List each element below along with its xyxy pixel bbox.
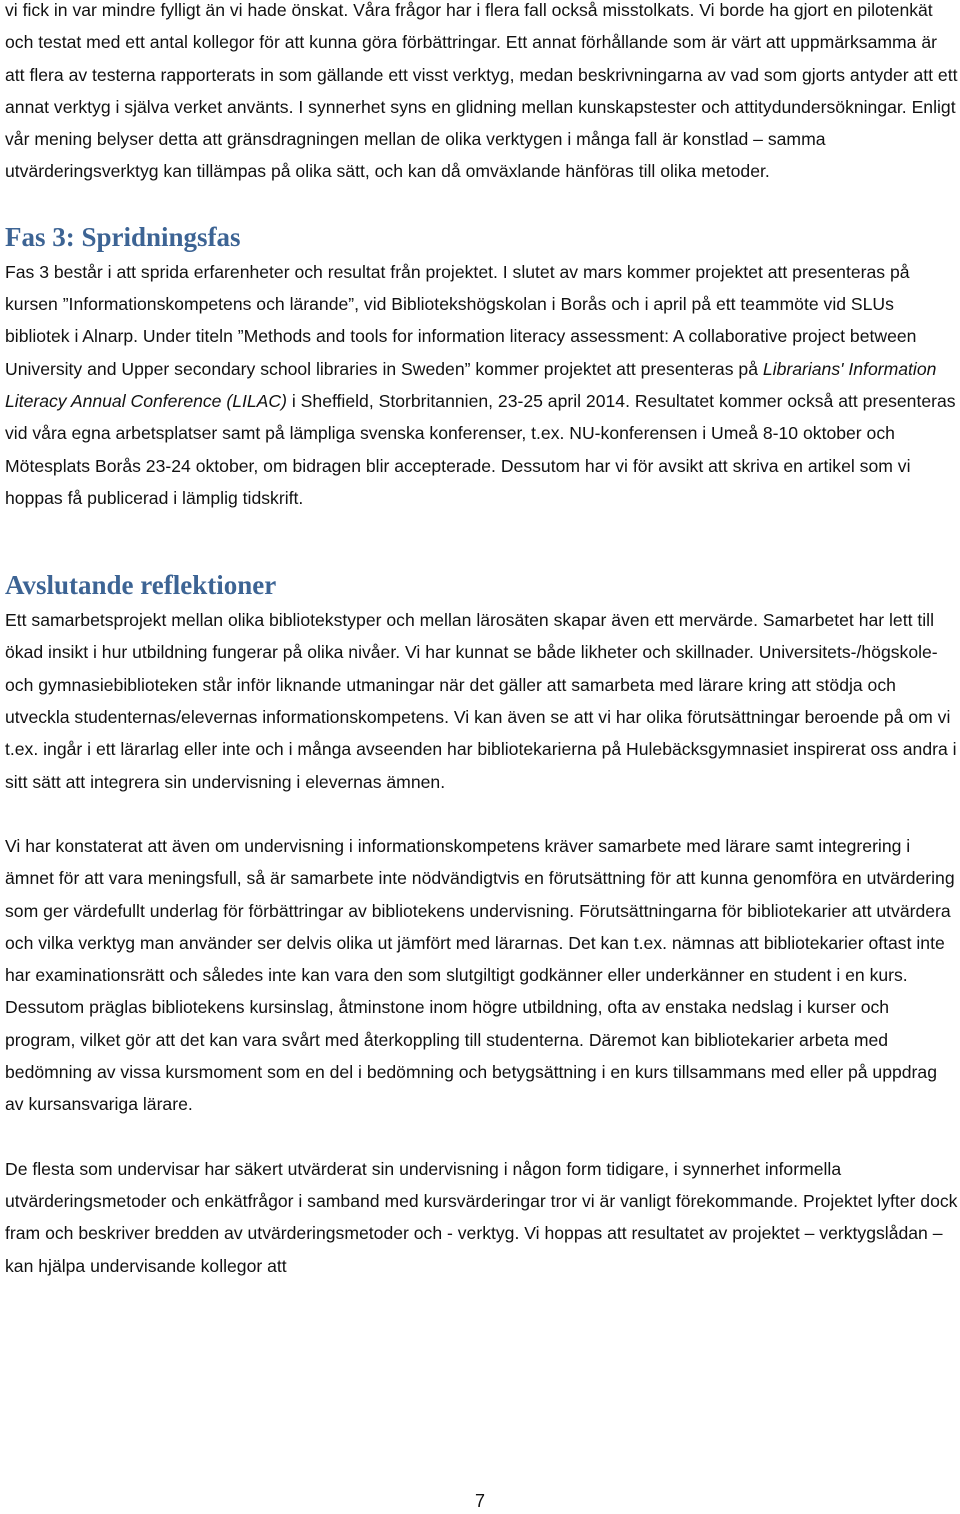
conference-title: Librarians' Information Literacy Annual Conference (LILAC) [5,358,937,411]
paragraph-spacer [5,1121,960,1153]
body-paragraph: Ett samarbetsprojekt mellan olika bibliotekstyper och mellan lärosäten skapar även ett mervärde. Samarbetet har lett till ökad insikt i hur utbildning fungerar på olika nivåer. Vi har kunnat se både likheter och skillnader. Universitets-/högskole- och gymnasiebiblioteken står inför liknande utmaningar när det gäller att samarbeta med lärare kring att stödja och utveckla studenternas/elevernas informationskompetens. Vi kan även se att vi har olika förutsättningar beroende på om vi t.ex. ingår i ett lärarlag eller inte och i många avseenden har bibliotekarierna på Hulebäcksgymnasiet inspirerat oss andra i sitt sätt att integrera sin undervisning i elevernas ämnen. [5,610,957,792]
fas3-text-before: Fas 3 består i att sprida erfarenheter och resultat från projektet. I slutet av mars kommer projektet att presenteras på kursen ”Informationskompetens och lärande”, vid Bibliotekshögskolan i Borås och i april på ett teammöte vid SLUs bibliotek i Alnarp. Under titeln ”Methods and tools for information literacy assessment: A collaborative project between University and Upper secondary school libraries in Sweden” kommer projektet att presenteras på [5,261,917,379]
page-number: 7 [474,1491,485,1511]
body-paragraph: Vi har konstaterat att även om undervisning i informationskompetens kräver samarbete med lärare samt integrering i ämnet för att vara meningsfull, så är samarbete inte nödvändigtvis en förutsättning för att kunna genomföra en utvärdering som ger värdefullt underlag för förbättringar av bibliotekens undervisning. Förutsättningarna för bibliotekarier att utvärdera och vilka verktyg man använder ser delvis olika ut jämfört med lärarnas. Det kan t.ex. nämnas att bibliotekarier oftast inte har examinationsrätt och således inte kan vara den som slutgiltigt godkänner eller underkänner en student i en kurs. Dessutom präglas bibliotekens kursinslag, åtminstone inom högre utbildning, ofta av enstaka nedslag i kurser och program, vilket gör att det kan vara svårt med återkoppling till studenterna. Däremot kan bibliotekarier arbeta med bedömning av vissa kursmoment som en del i bedömning och betygsättning i en kurs tillsammans med eller på uppdrag av kursansvariga lärare. [5,835,955,1115]
paragraph-spacer [5,798,960,830]
body-paragraph: vi fick in var mindre fylligt än vi hade önskat. Våra frågor har i flera fall också misstolkats. Vi borde ha gjort en pilotenkät och testat med ett antal kollegor för att kunna göra förbättringar. Ett annat förhållande som är värt att uppmärksamma är att flera av testerna rapporterats in som gällande ett visst verktyg, medan beskrivningarna av vad som gjorts antyder att ett annat verktyg i själva verket använts. I synnerhet syns en glidning mellan kunskapstester och attitydundersökningar. Enligt vår mening belyser detta att gränsdragningen mellan de olika verktygen i många fall är konstlad – samma utvärderingsverktyg kan tillämpas på olika sätt, och kan då omväxlande hänföras till olika metoder. [5,0,958,182]
section-heading-fas3: Fas 3: Spridningsfas [5,221,241,252]
body-paragraph-fas3 [5,256,960,514]
fas3-text-after: i Sheffield, Storbritannien, 23-25 april 2014. Resultatet kommer också att presenteras vid våra egna arbetsplatser samt på lämpliga svenska konferenser, t.ex. NU-konferensen i Umeå 8-10 oktober och Mötesplats Borås 23-24 oktober, om bidragen blir accepterade. Dessutom har vi för avsikt att skriva en artikel som vi hoppas få publicerad i lämplig tidskrift. [5,390,956,508]
section-heading-avslutande: Avslutande reflektioner [5,570,277,601]
body-paragraph: De flesta som undervisar har säkert utvärderat sin undervisning i någon form tidigare, i synnerhet informella utvärderingsmetoder och enkätfrågor i samband med kursvärderingar tror vi är vanligt förekommande. Projektet lyfter dock fram och beskriver bredden av utvärderingsmetoder och - verktyg. Vi hoppas att resultatet av projektet – verktygslådan – kan hjälpa undervisande kollegor att [5,1158,958,1276]
